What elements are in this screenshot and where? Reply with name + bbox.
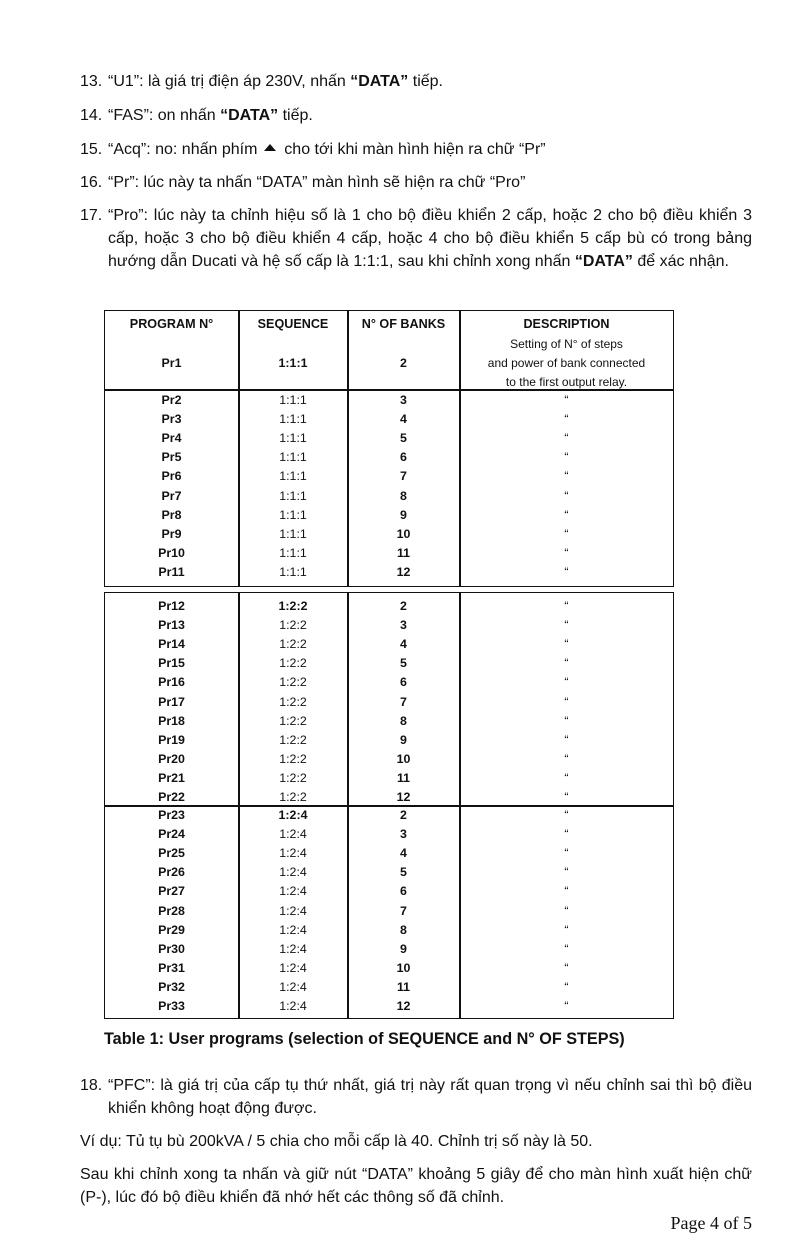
row-description-ditto: “ <box>564 450 569 465</box>
row-description-ditto: “ <box>564 922 569 937</box>
row-description-ditto: “ <box>564 790 569 804</box>
row-banks: 10 <box>396 526 411 541</box>
row-sequence: 1:2:4 <box>279 941 307 956</box>
row-program: Pr16 <box>158 675 185 690</box>
row-banks: 5 <box>400 865 407 880</box>
row-program: Pr12 <box>158 599 185 613</box>
row-program: Pr2 <box>161 393 182 407</box>
row-banks: 2 <box>400 808 407 822</box>
row-description-ditto: “ <box>564 469 569 484</box>
step-text-end: cho tới khi màn hình hiện ra chữ “Pr” <box>279 141 546 158</box>
row-description-ditto: “ <box>564 675 569 690</box>
example-paragraph: Ví dụ: Tủ tụ bù 200kVA / 5 chia cho mỗi cấp là 40. Chỉnh trị số này là 50. <box>80 1133 593 1150</box>
step-text: “Pr”: lúc này ta nhấn “DATA” màn hình sẽ hiện ra chữ “Pro” <box>108 174 526 191</box>
row-description-ditto: “ <box>564 564 569 579</box>
row-sequence: 1:2:2 <box>279 694 307 709</box>
row-description-ditto: “ <box>564 941 569 956</box>
step-text: “Acq”: no: nhấn phím <box>108 141 262 158</box>
row-program: Pr25 <box>158 846 185 861</box>
row-description-ditto: “ <box>564 618 569 633</box>
row-description-ditto: “ <box>564 599 569 613</box>
row-sequence: 1:2:2 <box>279 656 307 671</box>
row-program: Pr4 <box>161 431 182 446</box>
row-banks: 4 <box>400 412 407 427</box>
row-program: Pr11 <box>158 564 185 579</box>
row-sequence: 1:1:1 <box>279 431 307 446</box>
row-program: Pr21 <box>158 770 185 785</box>
row-banks: 12 <box>396 999 411 1013</box>
step-text-end: để xác nhận. <box>632 253 729 270</box>
row-banks: 5 <box>400 431 407 446</box>
header-sequence: SEQUENCE <box>257 317 329 331</box>
row-sequence: 1:1:1 <box>279 526 307 541</box>
row-sequence: 1:2:4 <box>279 999 307 1013</box>
row-banks: 6 <box>400 884 407 899</box>
description-line: to the first output relay. <box>505 375 628 389</box>
header-program: PROGRAM N° <box>129 317 214 331</box>
step-text: “U1”: là giá trị điện áp 230V, nhấn <box>108 73 351 90</box>
row-description-ditto: “ <box>564 694 569 709</box>
row-program: Pr30 <box>158 941 185 956</box>
step-16 <box>80 171 752 194</box>
row-description-ditto: “ <box>564 732 569 747</box>
row-sequence: 1:2:2 <box>278 599 308 613</box>
row-sequence: 1:2:2 <box>279 618 307 633</box>
row-sequence: 1:1:1 <box>279 545 307 560</box>
header-description: DESCRIPTION <box>523 317 610 331</box>
step-number: 14. <box>80 107 103 124</box>
row-sequence: 1:1:1 <box>279 564 307 579</box>
row-banks: 4 <box>400 846 407 861</box>
row-sequence: 1:1:1 <box>279 469 307 484</box>
row-banks: 8 <box>400 922 407 937</box>
row-program: Pr28 <box>158 903 185 918</box>
row-sequence: 1:2:4 <box>279 884 307 899</box>
row-program: Pr33 <box>158 999 185 1013</box>
row-program: Pr3 <box>161 412 182 427</box>
row-sequence: 1:1:1 <box>279 507 307 522</box>
row-sequence: 1:2:4 <box>279 979 307 994</box>
row-sequence: 1:2:4 <box>278 808 308 822</box>
row-program: Pr9 <box>161 526 182 541</box>
row-description-ditto: “ <box>564 960 569 975</box>
row-sequence: 1:1:1 <box>279 393 307 407</box>
step-bold: “DATA” <box>350 73 409 90</box>
row-program: Pr20 <box>158 751 185 766</box>
row-program: Pr23 <box>158 808 185 822</box>
up-arrow-icon <box>264 144 276 151</box>
row-description-ditto: “ <box>564 884 569 899</box>
table-caption: Table 1: User programs (selection of SEQUENCE and N° OF STEPS) <box>104 1030 625 1048</box>
row-program: Pr29 <box>158 922 185 937</box>
row-sequence: 1:2:2 <box>279 790 307 804</box>
row-banks: 9 <box>400 941 407 956</box>
row-banks: 10 <box>396 751 411 766</box>
row-sequence: 1:1:1 <box>279 412 307 427</box>
row-description-ditto: “ <box>564 865 569 880</box>
row-description-ditto: “ <box>564 713 569 728</box>
row-program: Pr24 <box>158 827 185 842</box>
row-sequence: 1:1:1 <box>279 450 307 465</box>
first-row-banks: 2 <box>400 356 407 370</box>
row-sequence: 1:2:2 <box>279 732 307 747</box>
row-banks: 7 <box>400 903 407 918</box>
step-14 <box>80 104 752 127</box>
row-banks: 9 <box>400 732 407 747</box>
step-bold: “DATA” <box>220 107 279 124</box>
row-description-ditto: “ <box>564 545 569 560</box>
first-row-program: Pr1 <box>161 356 182 370</box>
row-program: Pr17 <box>158 694 185 709</box>
row-description-ditto: “ <box>564 770 569 785</box>
row-sequence: 1:2:4 <box>279 865 307 880</box>
row-banks: 4 <box>400 637 407 652</box>
step-number: 15. <box>80 141 103 158</box>
step-number: 13. <box>80 73 103 90</box>
row-banks: 8 <box>400 488 407 503</box>
row-banks: 12 <box>396 790 411 804</box>
step-17 <box>80 204 752 273</box>
row-program: Pr27 <box>158 884 185 899</box>
row-banks: 7 <box>400 469 407 484</box>
row-banks: 8 <box>400 713 407 728</box>
row-description-ditto: “ <box>564 431 569 446</box>
row-description-ditto: “ <box>564 526 569 541</box>
row-description-ditto: “ <box>564 488 569 503</box>
row-program: Pr10 <box>158 545 185 560</box>
row-program: Pr13 <box>158 618 185 633</box>
row-program: Pr14 <box>158 637 185 652</box>
row-banks: 2 <box>400 599 407 613</box>
row-program: Pr31 <box>158 960 185 975</box>
step-text-end: tiếp. <box>408 73 443 90</box>
row-sequence: 1:2:2 <box>279 675 307 690</box>
row-sequence: 1:2:2 <box>279 770 307 785</box>
row-program: Pr22 <box>158 790 185 804</box>
row-banks: 6 <box>400 450 407 465</box>
row-sequence: 1:1:1 <box>279 488 307 503</box>
row-banks: 11 <box>396 979 411 994</box>
row-sequence: 1:2:4 <box>279 922 307 937</box>
row-program: Pr18 <box>158 713 185 728</box>
program-table-part-1 <box>104 310 674 587</box>
row-description-ditto: “ <box>564 751 569 766</box>
description-line: Setting of N° of steps <box>510 337 623 351</box>
row-program: Pr19 <box>158 732 185 747</box>
row-description-ditto: “ <box>564 656 569 671</box>
row-description-ditto: “ <box>564 979 569 994</box>
row-description-ditto: “ <box>564 808 569 822</box>
row-banks: 3 <box>400 827 407 842</box>
row-description-ditto: “ <box>564 507 569 522</box>
page-number: Page 4 of 5 <box>670 1213 752 1233</box>
row-description-ditto: “ <box>564 999 569 1013</box>
row-sequence: 1:2:4 <box>279 846 307 861</box>
step-15 <box>80 138 752 161</box>
row-sequence: 1:2:4 <box>279 960 307 975</box>
description-line: and power of bank connected <box>487 356 646 370</box>
step-bold: “DATA” <box>574 253 633 270</box>
row-sequence: 1:2:2 <box>279 713 307 728</box>
row-banks: 11 <box>396 545 411 560</box>
row-program: Pr6 <box>161 469 182 484</box>
header-banks: N° OF BANKS <box>361 317 446 331</box>
program-table-part-2 <box>104 592 674 1019</box>
row-sequence: 1:2:4 <box>279 827 307 842</box>
row-sequence: 1:2:2 <box>279 637 307 652</box>
row-banks: 3 <box>400 618 407 633</box>
step-text-end: tiếp. <box>278 107 313 124</box>
row-program: Pr26 <box>158 865 185 880</box>
step-number: 18. <box>80 1077 103 1094</box>
row-banks: 12 <box>396 564 411 579</box>
row-program: Pr32 <box>158 979 185 994</box>
row-banks: 6 <box>400 675 407 690</box>
row-program: Pr7 <box>161 488 182 503</box>
closing-paragraph: Sau khi chỉnh xong ta nhấn và giữ nút “DATA” khoảng 5 giây để cho màn hình xuất hiện chữ (P-), lúc đó bộ điều khiển đã nhớ hết các thông số đã chỉnh. <box>80 1166 752 1206</box>
row-description-ditto: “ <box>564 393 569 407</box>
row-sequence: 1:2:4 <box>279 903 307 918</box>
first-row-sequence: 1:1:1 <box>278 356 308 370</box>
step-text: “PFC”: là giá trị của cấp tụ thứ nhất, giá trị này rất quan trọng vì nếu chỉnh sai thì bộ điều khiển không hoạt động được. <box>108 1077 752 1117</box>
first-row-description <box>460 335 673 392</box>
step-number: 17. <box>80 207 103 224</box>
step-number: 16. <box>80 174 103 191</box>
row-banks: 5 <box>400 656 407 671</box>
row-banks: 10 <box>396 960 411 975</box>
row-banks: 9 <box>400 507 407 522</box>
row-banks: 7 <box>400 694 407 709</box>
step-text: “FAS”: on nhấn <box>108 107 221 124</box>
row-program: Pr5 <box>161 450 182 465</box>
row-description-ditto: “ <box>564 903 569 918</box>
row-banks: 3 <box>400 393 407 407</box>
row-description-ditto: “ <box>564 637 569 652</box>
row-description-ditto: “ <box>564 412 569 427</box>
row-banks: 11 <box>396 770 411 785</box>
row-program: Pr15 <box>158 656 185 671</box>
step-18 <box>80 1074 752 1120</box>
row-description-ditto: “ <box>564 827 569 842</box>
row-description-ditto: “ <box>564 846 569 861</box>
step-13 <box>80 70 752 93</box>
row-sequence: 1:2:2 <box>279 751 307 766</box>
row-program: Pr8 <box>161 507 182 522</box>
step-text: “Pro”: lúc này ta chỉnh hiệu số là 1 cho bộ điều khiển 2 cấp, hoặc 2 cho bộ điều khiển 3 cấp, hoặc 3 cho bộ điều khiển 4 cấp, hoặc 4 cho bộ điều khiển 5 cấp bù có trong bảng hướng dẫn Ducati và hệ số cấp là 1:1:1, sau khi chỉnh xong nhấn <box>108 207 752 270</box>
